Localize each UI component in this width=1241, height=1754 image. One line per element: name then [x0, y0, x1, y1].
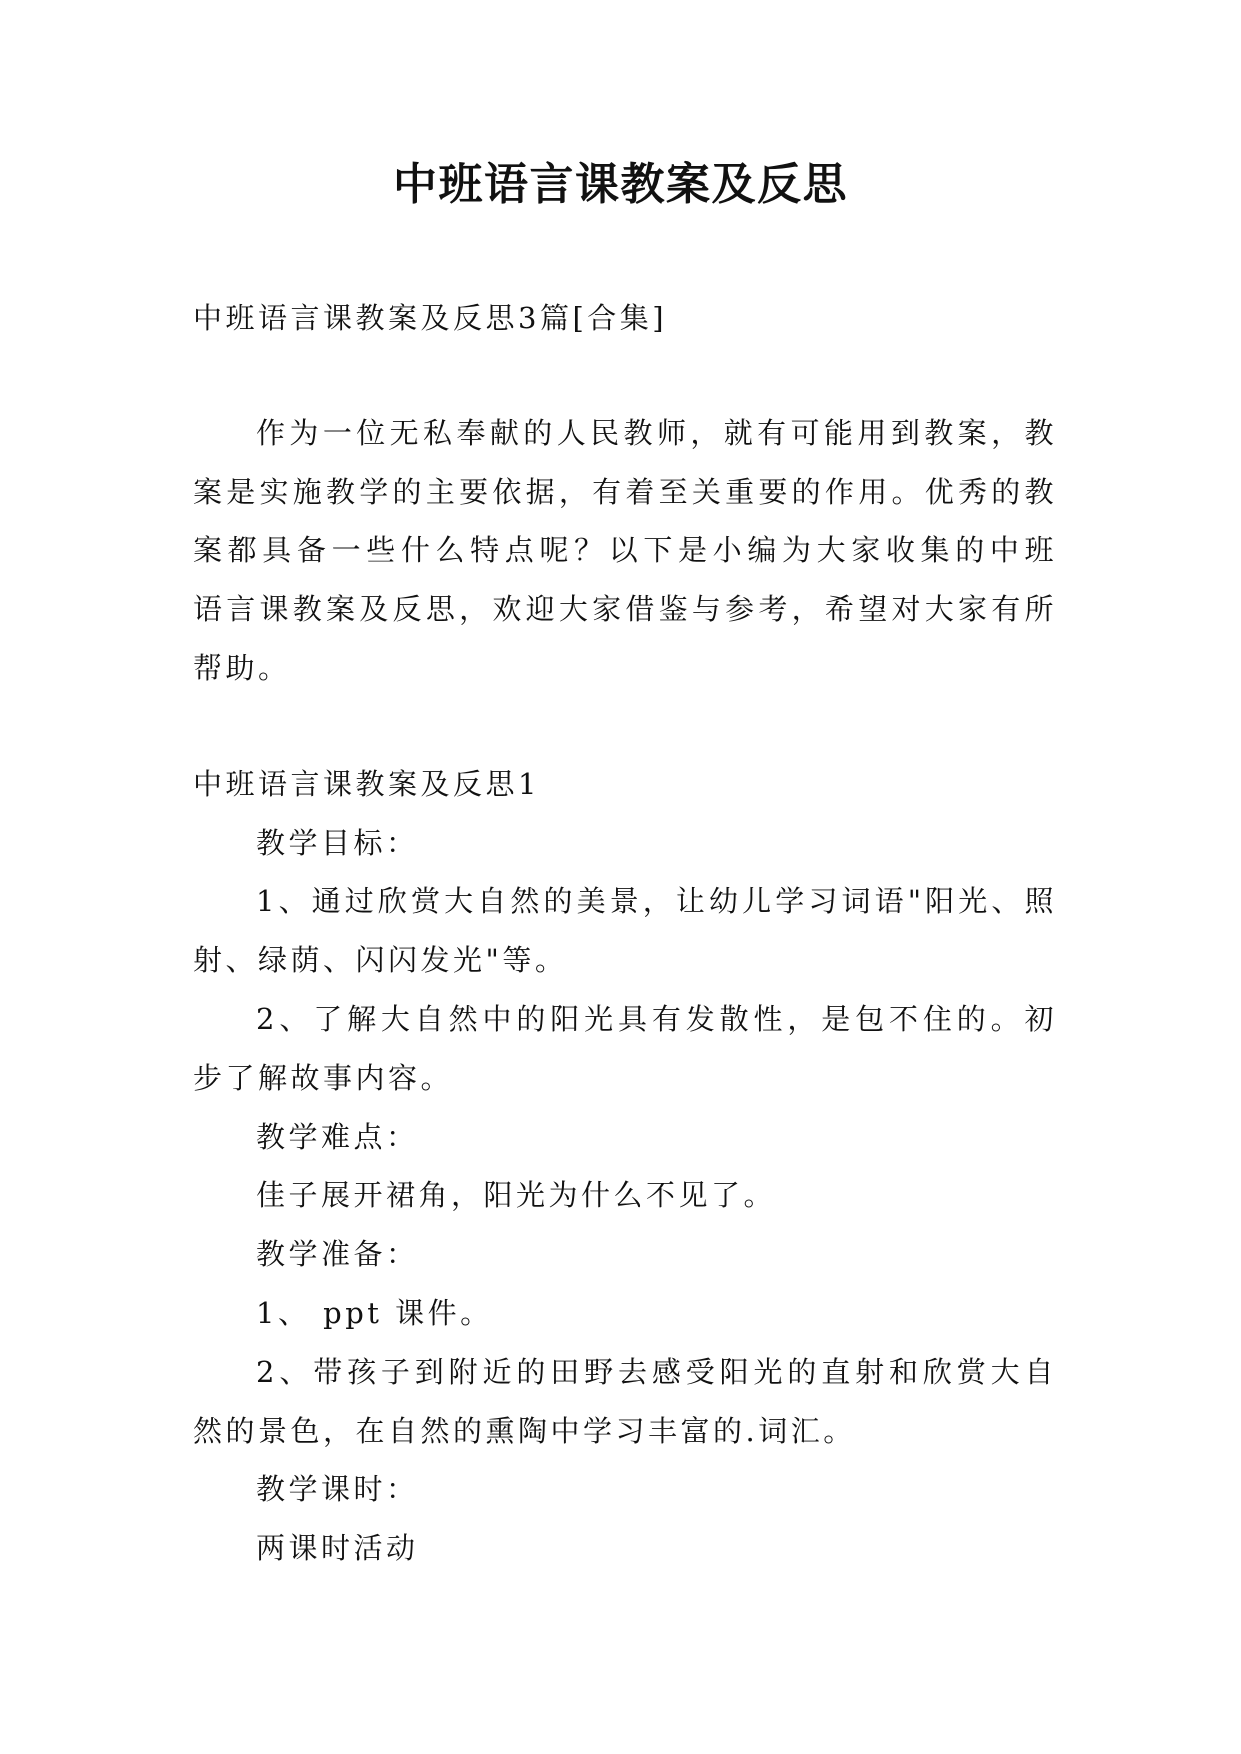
document-subtitle: 中班语言课教案及反思3篇[合集]: [193, 301, 668, 335]
paragraph-line: 射、绿荫、闪闪发光"等。: [193, 943, 568, 978]
preparation-item-2: [193, 1343, 1057, 1461]
section-heading: 中班语言课教案及反思1: [193, 766, 540, 801]
duration-text: 两课时活动: [256, 1531, 419, 1566]
paragraph-line: 1、通过欣赏大自然的美景，让幼儿学习词语"阳光、照: [256, 884, 1057, 919]
paragraph-line: 案是实施教学的主要依据，有着至关重要的作用。优秀的教: [193, 474, 1057, 509]
paragraph-line: 作为一位无私奉献的人民教师，就有可能用到教案，教: [256, 415, 1057, 450]
duration-label: 教学课时：: [256, 1472, 419, 1507]
objective-item-2: [193, 990, 1057, 1108]
document-body: [193, 289, 1057, 1578]
preparation-item-1: 1、 ppt 课件。: [256, 1295, 493, 1330]
paragraph-line: 案都具备一些什么特点呢？以下是小编为大家收集的中班: [193, 533, 1057, 568]
intro-paragraph: [193, 404, 1057, 698]
objective-item-1: [193, 872, 1057, 990]
paragraph-line: 2、了解大自然中的阳光具有发散性，是包不住的。初: [256, 1001, 1057, 1036]
document-title: 中班语言课教案及反思: [393, 159, 848, 210]
difficulty-label: 教学难点：: [256, 1119, 419, 1154]
paragraph-line: 步了解故事内容。: [193, 1060, 454, 1095]
difficulty-text: 佳子展开裙角，阳光为什么不见了。: [256, 1178, 777, 1213]
paragraph-line: 然的景色，在自然的熏陶中学习丰富的.词汇。: [193, 1413, 856, 1448]
objectives-label: 教学目标：: [256, 825, 419, 860]
paragraph-line: 帮助。: [193, 650, 291, 685]
paragraph-line: 2、带孩子到附近的田野去感受阳光的直射和欣赏大自: [256, 1354, 1057, 1389]
paragraph-line: 语言课教案及反思，欢迎大家借鉴与参考，希望对大家有所: [193, 592, 1057, 627]
preparation-label: 教学准备：: [256, 1237, 419, 1272]
